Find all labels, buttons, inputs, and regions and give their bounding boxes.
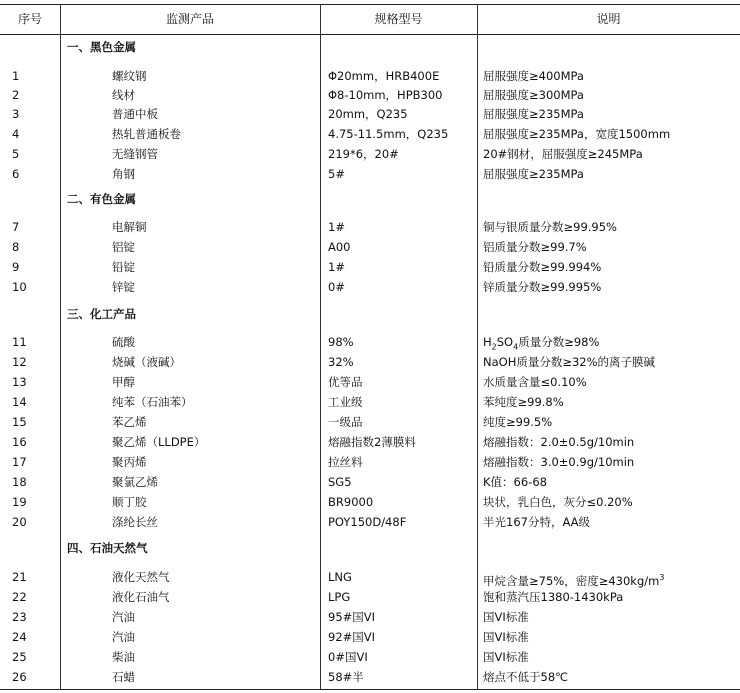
product-desc: 20#钢材，屈服强度≥245MPa	[483, 147, 643, 161]
table-row	[0, 353, 740, 372]
product-spec: A00	[328, 240, 351, 254]
row-number: 19	[12, 495, 27, 509]
product-name: 聚乙烯（LLDPE）	[112, 435, 206, 449]
header-product: 监测产品	[165, 12, 214, 26]
table-row	[0, 125, 740, 144]
product-desc: 半光167分特，AA级	[483, 515, 591, 529]
product-desc: 铅质量分数≥99.994%	[483, 260, 602, 274]
product-name: 螺纹钢	[112, 69, 147, 83]
row-number: 2	[12, 88, 20, 102]
product-spec: 98%	[328, 335, 354, 349]
product-name: 聚丙烯	[112, 455, 147, 469]
product-desc: 国VI标准	[483, 630, 529, 644]
product-desc: 锌质量分数≥99.995%	[483, 280, 602, 294]
section-row	[0, 38, 740, 57]
product-desc: 熔融指数：2.0±0.5g/10min	[483, 435, 635, 449]
table-row	[0, 238, 740, 257]
product-spec: 4.75-11.5mm，Q235	[328, 127, 449, 141]
row-number: 14	[12, 395, 27, 409]
product-spec: SG5	[328, 475, 352, 489]
product-spec: 92#国VI	[328, 630, 376, 644]
product-desc: NaOH质量分数≥32%的离子膜碱	[483, 355, 656, 369]
section-title: 一、黑色金属	[67, 40, 136, 54]
section-row	[0, 305, 740, 324]
row-number: 12	[12, 355, 27, 369]
row-number: 23	[12, 610, 27, 624]
product-desc: 纯度≥99.5%	[483, 415, 553, 429]
table-row	[0, 165, 740, 184]
product-spec: 5#	[328, 167, 345, 181]
product-spec: Φ8-10mm，HPB300	[328, 88, 443, 102]
row-number: 5	[12, 147, 20, 161]
formula-rest: 质量分数≥98%	[518, 335, 600, 349]
product-desc: 屈服强度≥300MPa	[483, 88, 584, 102]
table-row	[0, 258, 740, 277]
product-desc: K值：66-68	[483, 475, 547, 489]
product-desc: 块状，乳白色，灰分≤0.20%	[483, 495, 633, 509]
table-row	[0, 218, 740, 237]
product-name: 石蜡	[112, 670, 135, 684]
product-name: 热轧普通板卷	[112, 127, 181, 141]
table-row	[0, 413, 740, 432]
row-number: 16	[12, 435, 27, 449]
row-number: 8	[12, 240, 20, 254]
lng-desc-text: 甲烷含量≥75%，密度≥430kg/m	[483, 573, 660, 588]
product-spec: 32%	[328, 355, 354, 369]
product-desc	[483, 568, 664, 587]
product-desc: 铜与银质量分数≥99.95%	[483, 220, 617, 234]
row-number: 11	[12, 335, 27, 349]
table-row	[0, 278, 740, 297]
row-number: 20	[12, 515, 27, 529]
header-bottom-border	[0, 34, 740, 35]
bottom-border	[0, 689, 740, 690]
table-row	[0, 608, 740, 627]
product-desc: 饱和蒸汽压1380-1430kPa	[483, 590, 624, 604]
row-number: 6	[12, 167, 20, 181]
table-row	[0, 333, 740, 352]
product-spec: LNG	[328, 570, 352, 584]
table-row	[0, 453, 740, 472]
row-number: 17	[12, 455, 27, 469]
section-row	[0, 190, 740, 209]
table-row	[0, 473, 740, 492]
product-name: 铅锭	[112, 260, 135, 274]
product-spec: Φ20mm，HRB400E	[328, 69, 440, 83]
row-number: 13	[12, 375, 27, 389]
product-spec: POY150D/48F	[328, 515, 407, 529]
product-name: 无缝钢管	[112, 147, 158, 161]
row-number: 24	[12, 630, 27, 644]
row-number: 9	[12, 260, 20, 274]
product-spec: 一级品	[328, 415, 363, 429]
row-number: 25	[12, 650, 27, 664]
product-name: 涤纶长丝	[112, 515, 158, 529]
product-spec: LPG	[328, 590, 351, 604]
product-name: 聚氯乙烯	[112, 475, 158, 489]
product-spec: 1#	[328, 260, 345, 274]
product-spec: 95#国VI	[328, 610, 376, 624]
table-row	[0, 513, 740, 532]
header-spec: 规格型号	[374, 12, 423, 26]
product-spec: 58#半	[328, 670, 364, 684]
header-no: 序号	[17, 12, 42, 26]
section-title: 二、有色金属	[67, 192, 136, 206]
product-desc: 屈服强度≥235MPa	[483, 107, 584, 121]
product-desc: 熔点不低于58℃	[483, 670, 569, 684]
product-name: 角钢	[112, 167, 135, 181]
row-number: 3	[12, 107, 20, 121]
cubic-superscript: 3	[659, 573, 665, 582]
table-row	[0, 668, 740, 687]
table-row	[0, 373, 740, 392]
product-desc: 屈服强度≥400MPa	[483, 69, 584, 83]
product-name: 液化天然气	[112, 570, 170, 584]
product-spec: 20mm，Q235	[328, 107, 408, 121]
table-row	[0, 648, 740, 667]
formula-sub-4: 4	[513, 342, 519, 352]
product-name: 线材	[112, 88, 135, 102]
product-name: 汽油	[112, 610, 135, 624]
product-name: 铝锭	[112, 240, 135, 254]
product-desc	[483, 333, 599, 352]
row-number: 10	[12, 280, 27, 294]
product-spec: BR9000	[328, 495, 374, 509]
row-number: 1	[12, 69, 20, 83]
row-number: 21	[12, 570, 27, 584]
row-number: 26	[12, 670, 27, 684]
product-desc: 熔融指数：3.0±0.9g/10min	[483, 455, 635, 469]
table-row	[0, 588, 740, 607]
formula-h: H	[483, 335, 492, 349]
formula-so: SO	[496, 335, 514, 349]
product-name: 锌锭	[112, 280, 135, 294]
product-desc: 国VI标准	[483, 610, 529, 624]
product-desc: 屈服强度≥235MPa，宽度1500mm	[483, 127, 671, 141]
table-row	[0, 433, 740, 452]
row-number: 18	[12, 475, 27, 489]
row-number: 4	[12, 127, 20, 141]
product-name: 顺丁胶	[112, 495, 147, 509]
product-name: 普通中板	[112, 107, 158, 121]
product-name: 纯苯（石油苯）	[112, 395, 193, 409]
section-title: 四、石油天然气	[67, 541, 148, 555]
formula-sub-2: 2	[491, 342, 497, 352]
section-title: 三、化工产品	[67, 307, 136, 321]
product-spec: 219*6，20#	[328, 147, 399, 161]
product-name: 液化石油气	[112, 590, 170, 604]
product-spec: 1#	[328, 220, 345, 234]
product-spec: 0#	[328, 280, 345, 294]
header-desc: 说明	[596, 12, 621, 26]
product-name: 汽油	[112, 630, 135, 644]
product-desc: 屈服强度≥235MPa	[483, 167, 584, 181]
table-row	[0, 86, 740, 105]
product-spec: 拉丝料	[328, 455, 363, 469]
product-name: 甲醇	[112, 375, 135, 389]
table-row	[0, 493, 740, 512]
product-name: 柴油	[112, 650, 135, 664]
row-number: 15	[12, 415, 27, 429]
product-spec: 工业级	[328, 395, 363, 409]
table-row	[0, 67, 740, 86]
product-name: 硫酸	[112, 335, 135, 349]
product-spec: 0#国VI	[328, 650, 368, 664]
table-row	[0, 628, 740, 647]
table-row	[0, 568, 740, 587]
row-number: 7	[12, 220, 20, 234]
table-row	[0, 145, 740, 164]
product-name: 烧碱（液碱）	[112, 355, 181, 369]
product-desc: 国VI标准	[483, 650, 529, 664]
row-number: 22	[12, 590, 27, 604]
product-desc: 铝质量分数≥99.7%	[483, 240, 587, 254]
product-spec: 熔融指数2薄膜料	[328, 435, 416, 449]
product-name: 电解铜	[112, 220, 147, 234]
section-row	[0, 539, 740, 558]
product-name: 苯乙烯	[112, 415, 147, 429]
table-row	[0, 393, 740, 412]
product-spec: 优等品	[328, 375, 363, 389]
table-row	[0, 105, 740, 124]
product-desc: 苯纯度≥99.8%	[483, 395, 564, 409]
product-desc: 水质量含量≤0.10%	[483, 375, 587, 389]
